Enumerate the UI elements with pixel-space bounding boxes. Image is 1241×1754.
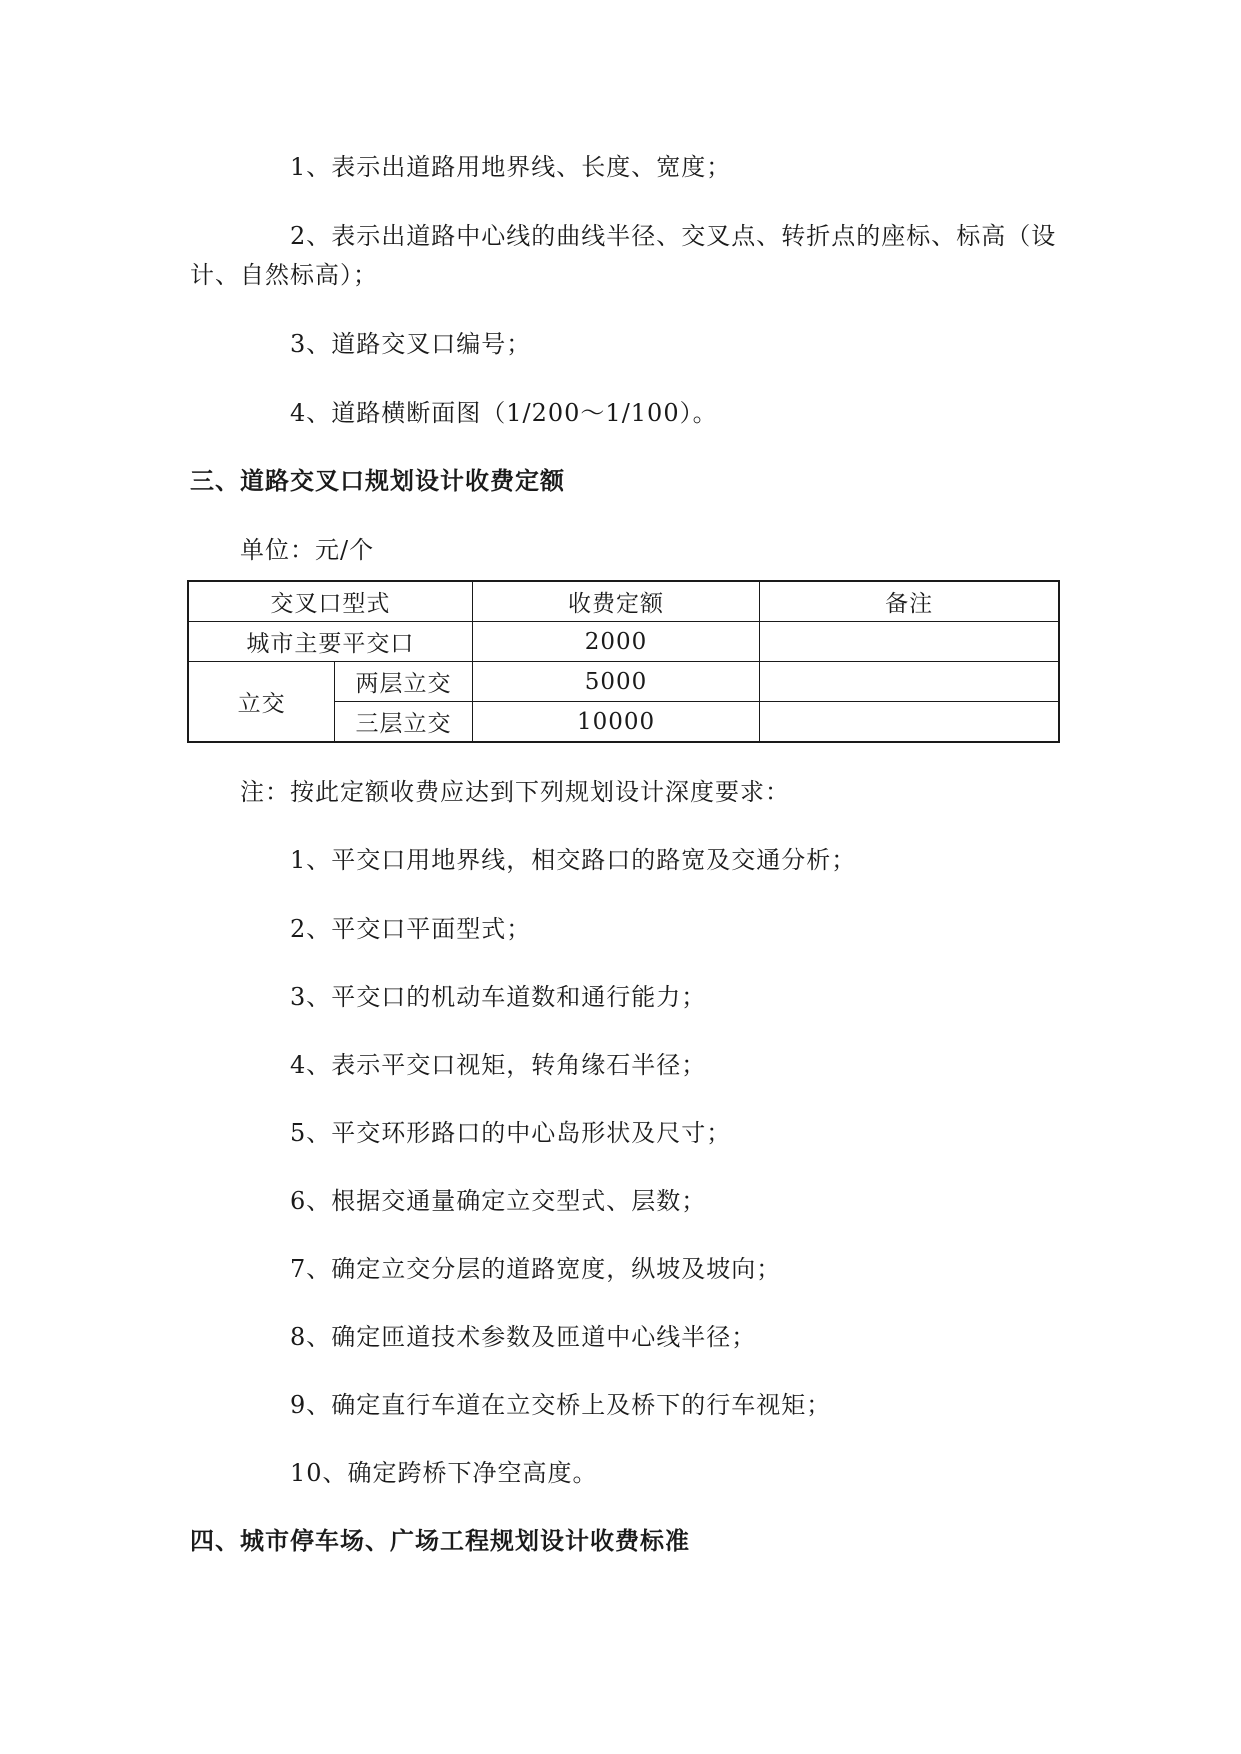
table-header-row	[188, 581, 1059, 622]
list-item: 3、平交口的机动车道数和通行能力；	[290, 983, 707, 1011]
table-cell-type: 城市主要平交口	[188, 622, 472, 662]
list-item: 6、根据交通量确定立交型式、层数；	[290, 1187, 707, 1215]
list-item: 4、表示平交口视矩，转角缘石半径；	[290, 1051, 707, 1079]
unit-label: 单位：元/个	[240, 536, 375, 564]
table-cell-note	[760, 622, 1059, 662]
table-cell-note	[760, 662, 1059, 702]
table-cell-fee: 5000	[472, 662, 759, 702]
list-item: 3、道路交叉口编号；	[290, 330, 532, 358]
list-item: 5、平交环形路口的中心岛形状及尺寸；	[290, 1119, 732, 1147]
table-header-cell: 收费定额	[472, 581, 759, 622]
list-item: 10、确定跨桥下净空高度。	[290, 1459, 598, 1487]
table-cell-type: 三层立交	[335, 702, 473, 743]
list-item-continuation: 计、自然标高）；	[190, 261, 378, 289]
note-intro: 注：按此定额收费应达到下列规划设计深度要求：	[240, 778, 790, 806]
table-row	[188, 622, 1059, 662]
fee-table	[187, 580, 1060, 743]
table-cell-fee: 10000	[472, 702, 759, 743]
list-item: 8、确定匝道技术参数及匝道中心线半径；	[290, 1323, 757, 1351]
table-cell-group: 立交	[188, 662, 335, 743]
table-header-cell: 交叉口型式	[188, 581, 472, 622]
section-heading: 三、道路交叉口规划设计收费定额	[190, 467, 565, 495]
table-cell-fee: 2000	[472, 622, 759, 662]
list-item: 9、确定直行车道在立交桥上及桥下的行车视矩；	[290, 1391, 832, 1419]
table-cell-note	[760, 702, 1059, 743]
list-item: 1、表示出道路用地界线、长度、宽度；	[290, 153, 732, 181]
section-heading: 四、城市停车场、广场工程规划设计收费标准	[190, 1527, 690, 1555]
table-header-cell: 备注	[760, 581, 1059, 622]
table-row	[188, 662, 1059, 702]
list-item: 4、道路横断面图（1/200～1/100）。	[290, 399, 718, 427]
list-item: 2、表示出道路中心线的曲线半径、交叉点、转折点的座标、标高（设	[290, 222, 1057, 250]
list-item: 2、平交口平面型式；	[290, 915, 532, 943]
table-cell-type: 两层立交	[335, 662, 473, 702]
list-item: 1、平交口用地界线，相交路口的路宽及交通分析；	[290, 846, 857, 874]
list-item: 7、确定立交分层的道路宽度，纵坡及坡向；	[290, 1255, 782, 1283]
